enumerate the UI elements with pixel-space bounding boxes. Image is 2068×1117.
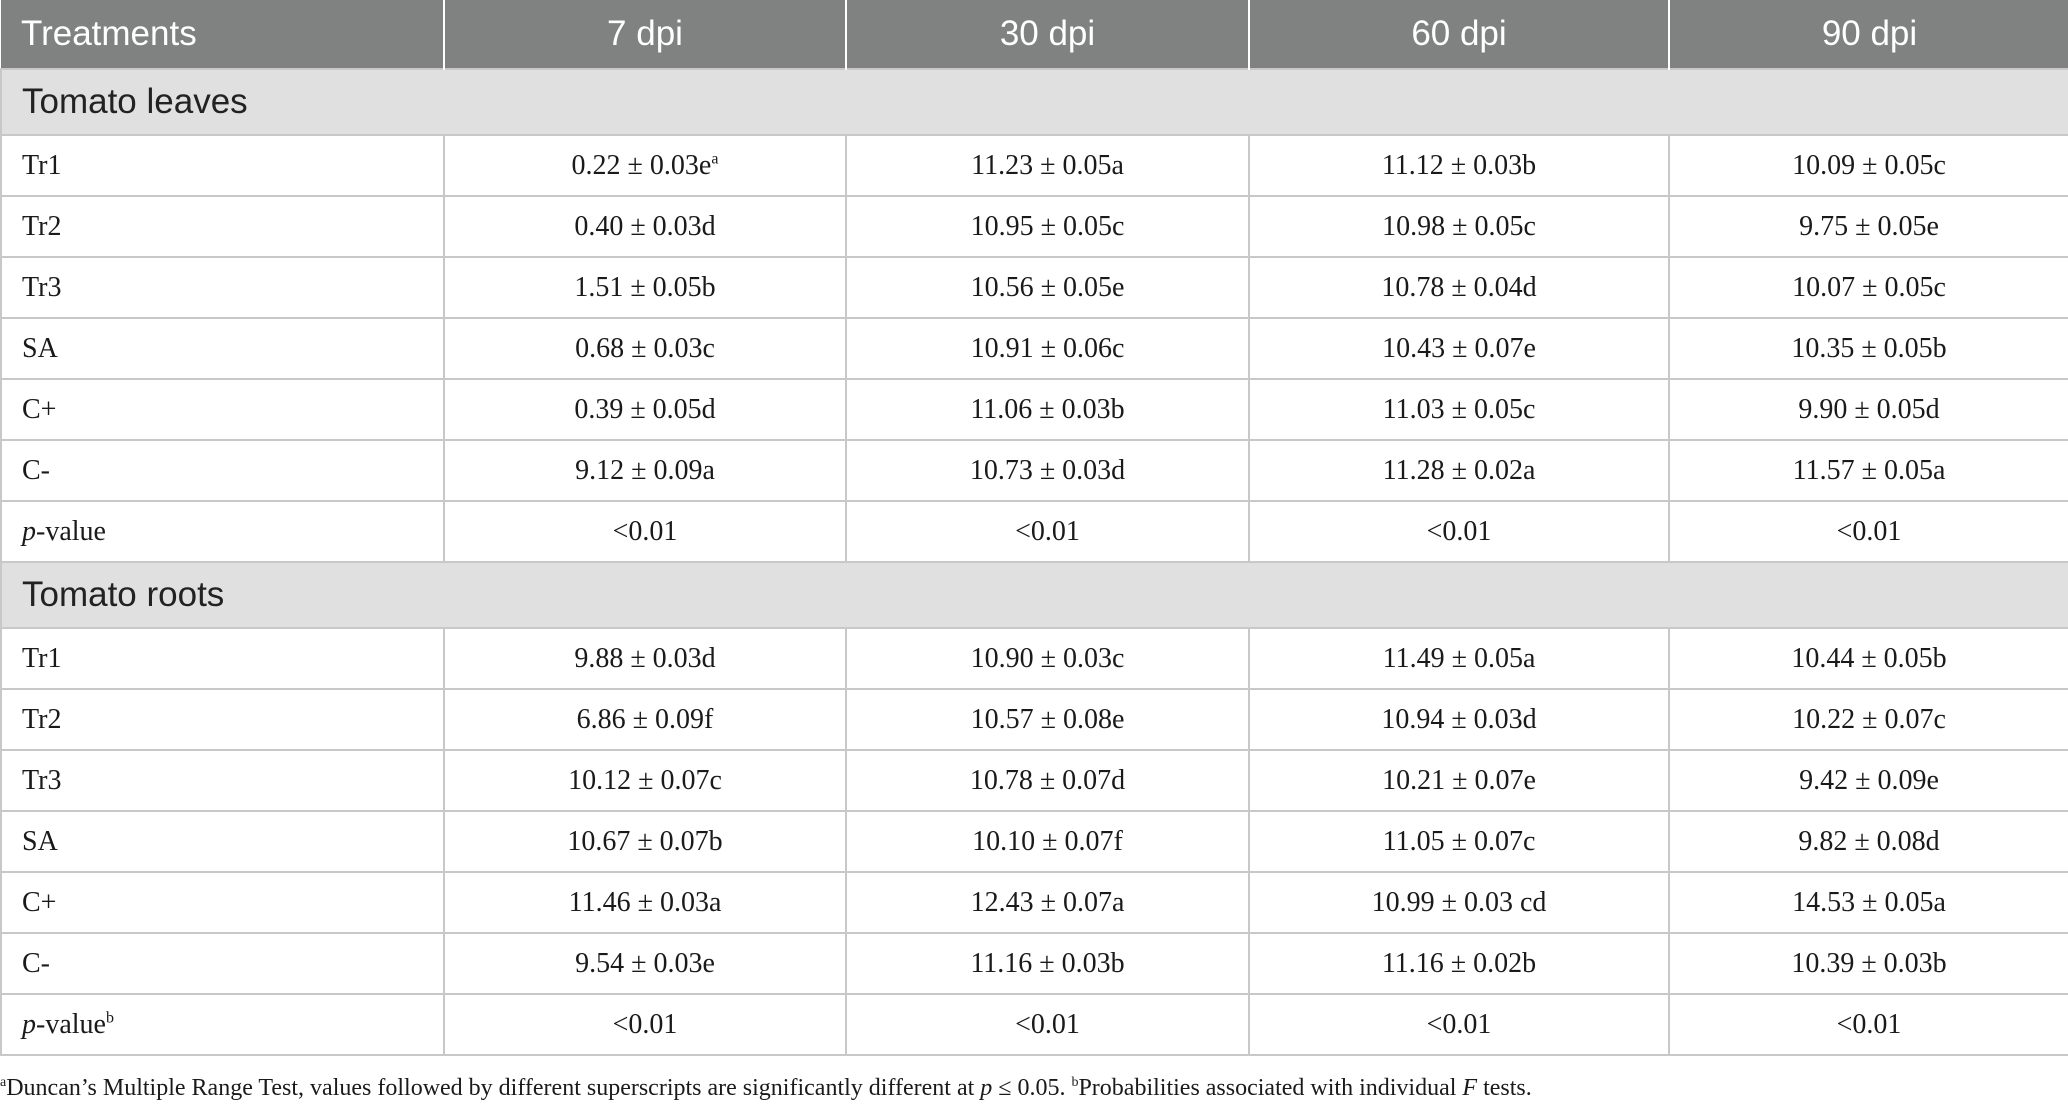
- table-cell: [846, 440, 1249, 501]
- table-cell: [1249, 257, 1669, 318]
- table-cell: [846, 811, 1249, 872]
- superscript-b: b: [105, 1009, 114, 1027]
- cell-value: 10.35 ± 0.05b: [1791, 332, 1947, 364]
- table-row: [1, 933, 2068, 994]
- cell-value: 11.05 ± 0.07c: [1382, 825, 1536, 857]
- cell-value: 9.54 ± 0.03e: [575, 947, 715, 979]
- cell-value: 11.12 ± 0.03b: [1381, 149, 1537, 181]
- table-cell: [1249, 750, 1669, 811]
- table-cell: [444, 811, 846, 872]
- footnote-f-symbol: F: [1462, 1075, 1478, 1101]
- cell-value: 10.56 ± 0.05e: [970, 271, 1125, 303]
- cell-value: 10.91 ± 0.06c: [970, 332, 1125, 364]
- table-cell: [846, 872, 1249, 933]
- table-cell: [1669, 196, 2068, 257]
- cell-value: 0.22 ± 0.03e: [571, 149, 712, 181]
- table-cell: [846, 689, 1249, 750]
- table-cell: [1249, 872, 1669, 933]
- cell-value: 10.94 ± 0.03d: [1381, 703, 1537, 735]
- pvalue-label-text: -value: [36, 1008, 106, 1040]
- pvalue-cell: <0.01: [1249, 501, 1669, 562]
- cell-value: 9.82 ± 0.08d: [1798, 825, 1940, 857]
- cell-value: 9.75 ± 0.05e: [1799, 210, 1939, 242]
- cell-value: 1.51 ± 0.05b: [574, 271, 716, 303]
- table-cell: [846, 257, 1249, 318]
- cell-value: 10.95 ± 0.05c: [970, 210, 1125, 242]
- table-cell: [846, 933, 1249, 994]
- cell-value: 11.57 ± 0.05a: [1792, 454, 1946, 486]
- cell-value: 0.68 ± 0.03c: [575, 332, 715, 364]
- header-90dpi: 90 dpi: [1669, 0, 2068, 69]
- row-label: SA: [1, 811, 444, 872]
- table-cell: [1669, 318, 2068, 379]
- footnote-text-a-end: ≤ 0.05.: [992, 1075, 1072, 1101]
- superscript-a: a: [711, 150, 719, 168]
- footnote-text-a: Duncan’s Multiple Range Test, values followed by different superscripts are significantly different at: [6, 1075, 981, 1101]
- table-cell: [1669, 440, 2068, 501]
- cell-value: 11.16 ± 0.02b: [1381, 947, 1537, 979]
- cell-value: 10.10 ± 0.07f: [972, 825, 1123, 857]
- row-label: C-: [1, 933, 444, 994]
- cell-value: 10.21 ± 0.07e: [1382, 764, 1536, 796]
- header-row: [1, 0, 2068, 69]
- cell-value: 10.39 ± 0.03b: [1791, 947, 1947, 979]
- section-row-tomato-roots: [1, 562, 2068, 628]
- table-row: [1, 811, 2068, 872]
- section-row-tomato-leaves: [1, 69, 2068, 135]
- table-cell: [1669, 689, 2068, 750]
- cell-value: 11.46 ± 0.03a: [568, 886, 722, 918]
- table-cell: [1669, 628, 2068, 689]
- cell-value: 14.53 ± 0.05a: [1792, 886, 1946, 918]
- table-cell: [444, 628, 846, 689]
- table-row: [1, 628, 2068, 689]
- pvalue-cell: <0.01: [444, 501, 846, 562]
- table-cell: [1669, 811, 2068, 872]
- row-label: Tr2: [1, 689, 444, 750]
- footnote-sup-a: a: [0, 1075, 7, 1090]
- pvalue-row: [1, 501, 2068, 562]
- table-cell: [1249, 811, 1669, 872]
- row-label: SA: [1, 318, 444, 379]
- cell-value: 10.73 ± 0.03d: [969, 454, 1126, 486]
- table-row: [1, 318, 2068, 379]
- table-cell: [1669, 135, 2068, 196]
- table-cell: [846, 750, 1249, 811]
- table-row: [1, 750, 2068, 811]
- table-cell: [1669, 933, 2068, 994]
- table-cell: [1249, 135, 1669, 196]
- cell-value: 9.42 ± 0.09e: [1799, 764, 1939, 796]
- table-cell: [444, 135, 846, 196]
- cell-value: 10.09 ± 0.05c: [1792, 149, 1946, 181]
- table-cell: [444, 750, 846, 811]
- table-row: [1, 257, 2068, 318]
- pvalue-cell: <0.01: [846, 994, 1249, 1055]
- cell-value: 11.23 ± 0.05a: [971, 149, 1124, 181]
- cell-value: 9.88 ± 0.03d: [574, 642, 716, 674]
- table-row: [1, 689, 2068, 750]
- table-cell: [1249, 379, 1669, 440]
- cell-value: 10.57 ± 0.08e: [970, 703, 1125, 735]
- pvalue-cell: <0.01: [1669, 501, 2068, 562]
- pvalue-cell: <0.01: [444, 994, 846, 1055]
- table-cell: [1669, 750, 2068, 811]
- cell-value: 10.22 ± 0.07c: [1792, 703, 1946, 735]
- row-label: Tr3: [1, 750, 444, 811]
- pvalue-p-symbol: p: [22, 1008, 36, 1040]
- footnote-text-b-end: tests.: [1477, 1075, 1532, 1101]
- footnote-sup-b: b: [1071, 1075, 1079, 1090]
- table-cell: [444, 872, 846, 933]
- cell-value: 11.28 ± 0.02a: [1382, 454, 1536, 486]
- header-treatments: Treatments: [1, 0, 444, 69]
- cell-value: 11.49 ± 0.05a: [1382, 642, 1536, 674]
- cell-value: 0.40 ± 0.03d: [574, 210, 716, 242]
- table-cell: [444, 440, 846, 501]
- row-label: Tr1: [1, 135, 444, 196]
- cell-value: 11.03 ± 0.05c: [1382, 393, 1536, 425]
- cell-value: 9.12 ± 0.09a: [575, 454, 715, 486]
- row-label: Tr2: [1, 196, 444, 257]
- cell-value: 10.07 ± 0.05c: [1792, 271, 1946, 303]
- table-row: [1, 196, 2068, 257]
- cell-value: 9.90 ± 0.05d: [1798, 393, 1940, 425]
- table-cell: [846, 628, 1249, 689]
- header-7dpi: 7 dpi: [444, 0, 846, 69]
- table-row: [1, 872, 2068, 933]
- table-cell: [846, 379, 1249, 440]
- cell-value: 12.43 ± 0.07a: [970, 886, 1125, 918]
- pvalue-p-symbol: p: [22, 515, 36, 547]
- header-60dpi: 60 dpi: [1249, 0, 1669, 69]
- pvalue-cell: <0.01: [1249, 994, 1669, 1055]
- footnote-text-b: Probabilities associated with individual: [1078, 1075, 1463, 1101]
- footnote-p-symbol: p: [980, 1075, 993, 1101]
- pvalue-cell: <0.01: [1669, 994, 2068, 1055]
- table-cell: [444, 196, 846, 257]
- pvalue-cell: <0.01: [846, 501, 1249, 562]
- table-cell: [1249, 628, 1669, 689]
- table-cell: [1249, 933, 1669, 994]
- table-cell: [444, 379, 846, 440]
- section-title: Tomato roots: [1, 562, 2068, 628]
- table-cell: [1249, 440, 1669, 501]
- cell-value: 11.06 ± 0.03b: [970, 393, 1125, 425]
- cell-value: 10.44 ± 0.05b: [1791, 642, 1947, 674]
- table-cell: [444, 689, 846, 750]
- cell-value: 6.86 ± 0.09f: [576, 703, 714, 735]
- pvalue-label: [1, 501, 444, 562]
- table-row: [1, 379, 2068, 440]
- section-title: Tomato leaves: [1, 69, 2068, 135]
- table-row: [1, 440, 2068, 501]
- cell-value: 10.90 ± 0.03c: [970, 642, 1125, 674]
- table-cell: [1669, 257, 2068, 318]
- pvalue-label-text: -value: [36, 515, 106, 547]
- table-cell: [444, 257, 846, 318]
- cell-value: 10.12 ± 0.07c: [568, 764, 722, 796]
- table-cell: [1669, 379, 2068, 440]
- table-cell: [846, 196, 1249, 257]
- pvalue-row: [1, 994, 2068, 1055]
- row-label: Tr1: [1, 628, 444, 689]
- row-label: Tr3: [1, 257, 444, 318]
- row-label: C-: [1, 440, 444, 501]
- table-cell: [846, 318, 1249, 379]
- table-row: [1, 135, 2068, 196]
- table-cell: [1249, 318, 1669, 379]
- table-cell: [444, 933, 846, 994]
- table-body: [1, 69, 2068, 1055]
- header-30dpi: 30 dpi: [846, 0, 1249, 69]
- cell-value: 0.39 ± 0.05d: [574, 393, 716, 425]
- table-footnote: [0, 1075, 2068, 1102]
- table-cell: [1249, 196, 1669, 257]
- table-cell: [444, 318, 846, 379]
- cell-value: 10.67 ± 0.07b: [567, 825, 723, 857]
- pvalue-label: [1, 994, 444, 1055]
- table-cell: [846, 135, 1249, 196]
- cell-value: 11.16 ± 0.03b: [970, 947, 1125, 979]
- cell-value: 10.99 ± 0.03 cd: [1371, 886, 1547, 918]
- cell-value: 10.98 ± 0.05c: [1382, 210, 1536, 242]
- row-label: C+: [1, 379, 444, 440]
- table-cell: [1249, 689, 1669, 750]
- cell-value: 10.78 ± 0.07d: [969, 764, 1126, 796]
- cell-value: 10.43 ± 0.07e: [1382, 332, 1536, 364]
- cell-value: 10.78 ± 0.04d: [1381, 271, 1537, 303]
- table-cell: [1669, 872, 2068, 933]
- row-label: C+: [1, 872, 444, 933]
